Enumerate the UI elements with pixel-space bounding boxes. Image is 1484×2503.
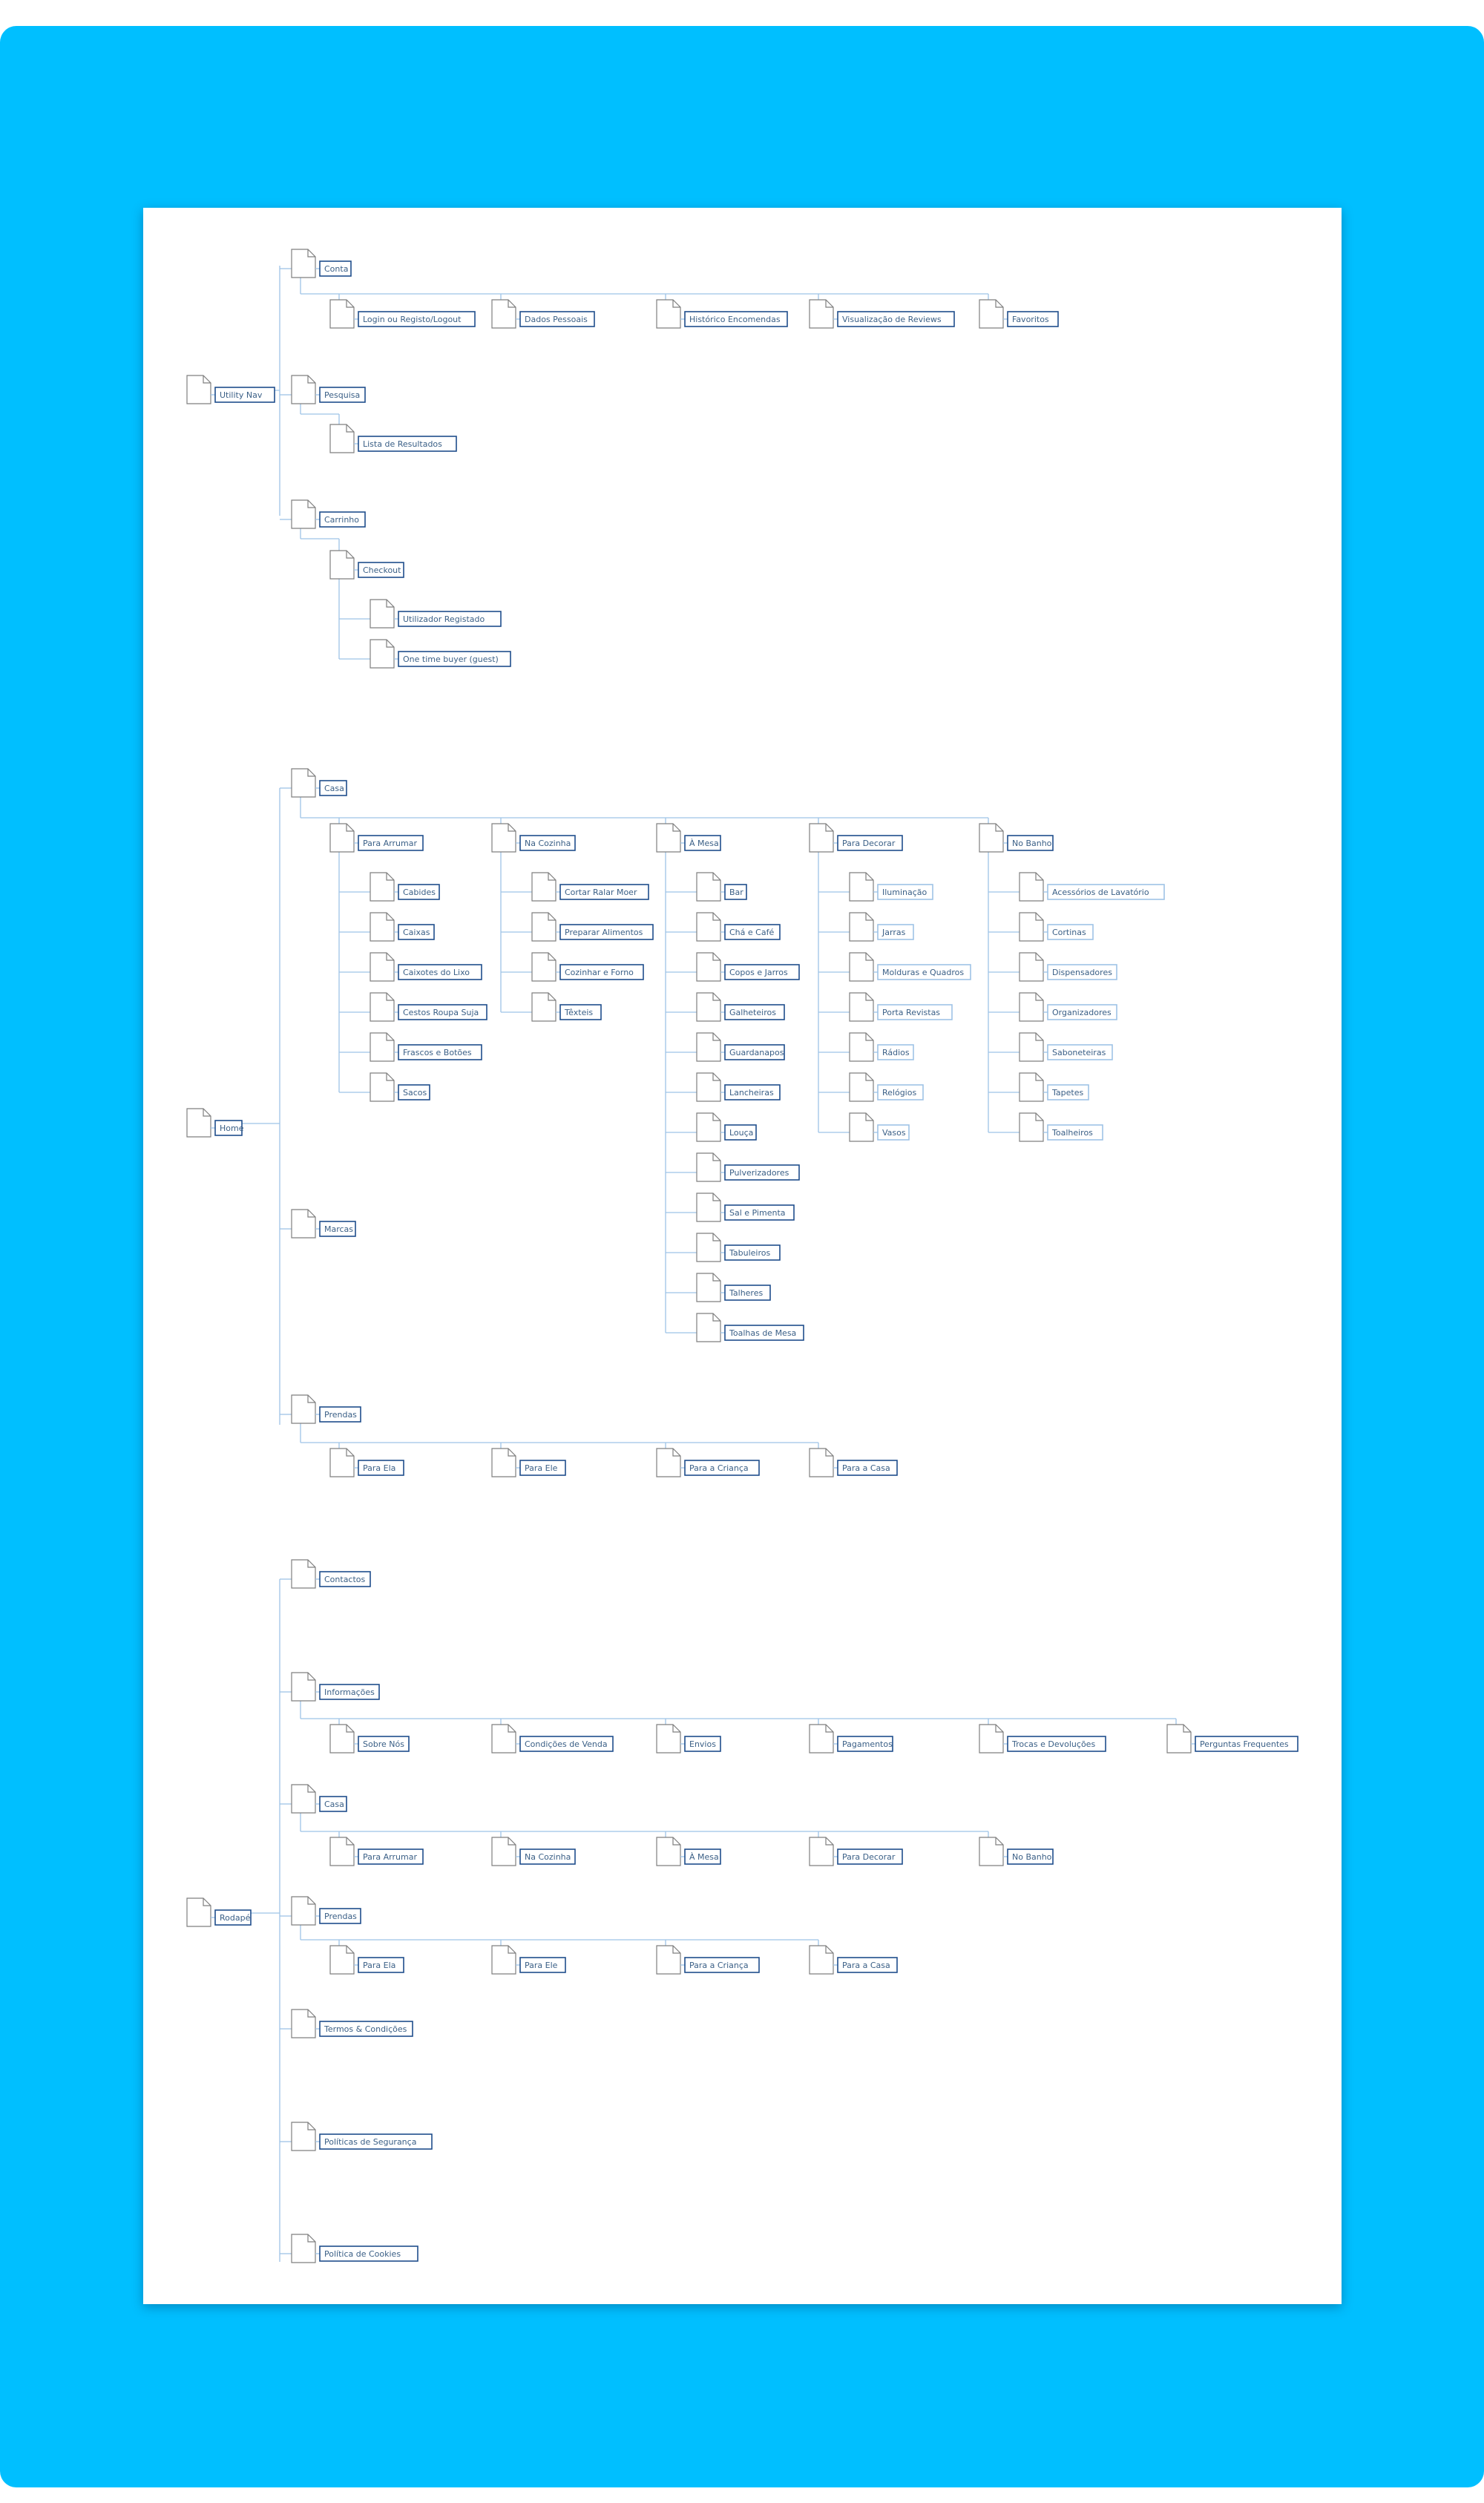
sitemap-node-pesquisa[interactable] [292, 375, 365, 404]
node-label: Pesquisa [324, 390, 361, 400]
page-icon [657, 1946, 680, 1974]
node-label: Guardanapos [729, 1048, 784, 1057]
node-label: Caixas [403, 928, 430, 937]
sitemap-node-marcas[interactable] [292, 1210, 355, 1238]
page-icon [292, 1210, 315, 1238]
sitemap-node-casa[interactable] [292, 769, 347, 797]
node-label: Organizadores [1052, 1008, 1112, 1017]
page-icon [850, 1073, 873, 1101]
node-label: No Banho [1012, 1852, 1052, 1862]
page-icon [370, 913, 394, 941]
page-icon [330, 824, 354, 852]
node-label: Chá e Café [729, 928, 775, 937]
sitemap-node-toalheiros[interactable] [1020, 1113, 1103, 1141]
page-icon [370, 1033, 394, 1061]
page-icon [697, 1233, 720, 1262]
sitemap-node-cestos-roupa-suja[interactable] [370, 993, 487, 1021]
sitemap-node-para-ela[interactable] [330, 1449, 404, 1477]
sitemap-node-informacoes[interactable] [292, 1673, 379, 1701]
node-label: Trocas e Devoluções [1012, 1739, 1096, 1749]
node-label: Para a Casa [842, 1961, 890, 1970]
node-label: Para Arrumar [363, 839, 417, 848]
page-icon [292, 1560, 315, 1588]
page-icon [697, 1193, 720, 1221]
sitemap-node-pulverizadores[interactable] [697, 1153, 799, 1181]
sitemap-node-na-cozinha[interactable] [492, 1837, 575, 1866]
node-label: Vasos [882, 1128, 906, 1138]
sitemap-node-rodape[interactable] [187, 1898, 251, 1926]
node-label: Envios [689, 1739, 716, 1749]
node-label: Favoritos [1012, 315, 1049, 324]
sitemap-node-saboneteiras[interactable] [1020, 1033, 1112, 1061]
sitemap-node-utilizador-registado[interactable] [370, 600, 501, 628]
sitemap-node-cortinas[interactable] [1020, 913, 1093, 941]
sitemap-node-termos-condicoes[interactable] [292, 2010, 413, 2038]
node-label: Utility Nav [220, 390, 263, 400]
node-label: Saboneteiras [1052, 1048, 1106, 1057]
sitemap-node-para-arrumar[interactable] [330, 1837, 423, 1866]
page-icon [810, 300, 833, 328]
page-icon [697, 953, 720, 981]
node-label: Caixotes do Lixo [403, 968, 470, 977]
sitemap-node-no-banho[interactable] [979, 824, 1053, 852]
sitemap-node-cha-e-cafe[interactable] [697, 913, 780, 941]
node-label: Perguntas Frequentes [1200, 1739, 1289, 1749]
page-icon [292, 375, 315, 404]
node-label: Lancheiras [729, 1088, 774, 1098]
node-label: Dados Pessoais [525, 315, 588, 324]
page-icon [370, 640, 394, 668]
sitemap-node-politica-de-cookies[interactable] [292, 2234, 418, 2263]
node-label: No Banho [1012, 839, 1052, 848]
node-label: Marcas [324, 1224, 354, 1234]
page-icon [492, 300, 516, 328]
sitemap-node-iluminacao[interactable] [850, 873, 933, 901]
node-label: Login ou Registo/Logout [363, 315, 462, 324]
node-label: Para a Criança [689, 1463, 749, 1473]
node-label: Bar [729, 888, 743, 897]
node-label: Para Decorar [842, 1852, 896, 1862]
sitemap-node-para-decorar[interactable] [810, 1837, 902, 1866]
node-label: Para Ele [525, 1463, 558, 1473]
page-icon [850, 993, 873, 1021]
sitemap-node-perguntas-frequentes[interactable] [1167, 1725, 1298, 1753]
page-icon [850, 1113, 873, 1141]
sitemap-node-dispensadores[interactable] [1020, 953, 1117, 981]
sitemap-node-cortar-ralar-moer[interactable] [532, 873, 649, 901]
page-icon [292, 500, 315, 528]
page-icon [532, 993, 556, 1021]
node-label: Rádios [882, 1048, 910, 1057]
page-icon [810, 1725, 833, 1753]
page-icon [292, 1785, 315, 1813]
node-label: Para Ela [363, 1961, 396, 1970]
sitemap-node-caixotes-do-lixo[interactable] [370, 953, 482, 981]
sitemap-node-prendas[interactable] [292, 1395, 361, 1423]
sitemap-node-molduras-e-quadros[interactable] [850, 953, 971, 981]
page-icon [492, 1946, 516, 1974]
page-icon [292, 249, 315, 278]
node-label: Para a Criança [689, 1961, 749, 1970]
node-label: Lista de Resultados [363, 439, 442, 449]
sitemap-node-checkout[interactable] [330, 551, 404, 579]
node-label: Relógios [882, 1088, 917, 1098]
node-label: Políticas de Segurança [324, 2137, 417, 2147]
page-icon [850, 913, 873, 941]
sitemap-node-sacos[interactable] [370, 1073, 430, 1101]
node-label: One time buyer (guest) [403, 655, 499, 664]
sitemap-node-vasos[interactable] [850, 1113, 909, 1141]
sitemap-node-para-ela[interactable] [330, 1946, 404, 1974]
sitemap-node-politicas-de-seguranca[interactable] [292, 2122, 432, 2151]
node-label: Cestos Roupa Suja [403, 1008, 479, 1017]
sitemap-node-para-a-crianca[interactable] [657, 1946, 759, 1974]
page-icon [330, 551, 354, 579]
page-icon [330, 424, 354, 453]
node-label: Sacos [403, 1088, 427, 1098]
page-icon [1167, 1725, 1191, 1753]
page-icon [532, 913, 556, 941]
page-icon [330, 300, 354, 328]
page-icon [979, 1725, 1003, 1753]
node-label: Home [220, 1123, 244, 1133]
page-icon [1020, 993, 1043, 1021]
page-icon [697, 1313, 720, 1342]
sitemap-node-historico-encomendas[interactable] [657, 300, 787, 328]
sitemap-node-lancheiras[interactable] [697, 1073, 780, 1101]
page-icon [850, 1033, 873, 1061]
sitemap-node-para-decorar[interactable] [810, 824, 902, 852]
node-label: Cortinas [1052, 928, 1086, 937]
node-label: Pulverizadores [729, 1168, 789, 1178]
page-icon [187, 375, 211, 404]
page-icon [1020, 913, 1043, 941]
node-label: Pagamentos [842, 1739, 893, 1749]
page-icon [657, 824, 680, 852]
sitemap-node-relogios[interactable] [850, 1073, 923, 1101]
sitemap-node-preparar-alimentos[interactable] [532, 913, 653, 941]
sitemap-node-no-banho[interactable] [979, 1837, 1053, 1866]
page-icon [810, 1449, 833, 1477]
sitemap-node-talheres[interactable] [697, 1273, 770, 1302]
node-label: Condições de Venda [525, 1739, 608, 1749]
node-label: Galheteiros [729, 1008, 776, 1017]
node-label: Frascos e Botões [403, 1048, 472, 1057]
page-icon [850, 873, 873, 901]
sitemap-node-galheteiros[interactable] [697, 993, 784, 1021]
sitemap-node-guardanapos[interactable] [697, 1033, 784, 1061]
sitemap-node-condicoes-de-venda[interactable] [492, 1725, 613, 1753]
node-label: Casa [324, 784, 344, 793]
node-label: Prendas [324, 1410, 357, 1420]
sitemap-node-cabides[interactable] [370, 873, 439, 901]
page-icon [292, 1395, 315, 1423]
node-label: Conta [324, 264, 349, 274]
page-icon [292, 769, 315, 797]
page-icon [1020, 1113, 1043, 1141]
page-icon [370, 600, 394, 628]
sitemap-node-para-a-casa[interactable] [810, 1946, 897, 1974]
sitemap-node-casa[interactable] [292, 1785, 347, 1813]
node-label: Na Cozinha [525, 839, 571, 848]
page-icon [370, 1073, 394, 1101]
node-label: Jarras [882, 928, 906, 937]
page-icon [532, 953, 556, 981]
page-icon [979, 1837, 1003, 1866]
sitemap-node-caixas[interactable] [370, 913, 434, 941]
node-label: Para Ele [525, 1961, 558, 1970]
page-icon [292, 1673, 315, 1701]
sitemap-node-visualizacao-de-reviews[interactable] [810, 300, 954, 328]
sitemap-node-para-ele[interactable] [492, 1946, 565, 1974]
node-label: À Mesa [689, 1852, 719, 1862]
node-label: Para a Casa [842, 1463, 890, 1473]
sitemap-node-conta[interactable] [292, 249, 351, 278]
page-icon [492, 1725, 516, 1753]
sitemap-node-contactos[interactable] [292, 1560, 370, 1588]
page-icon [697, 1033, 720, 1061]
node-label: Histórico Encomendas [689, 315, 781, 324]
sitemap-node-dados-pessoais[interactable] [492, 300, 594, 328]
node-label: Têxteis [565, 1008, 594, 1017]
page-icon [292, 2010, 315, 2038]
page-icon [657, 1837, 680, 1866]
node-label: Para Decorar [842, 839, 896, 848]
sitemap-node-acessorios-de-lavatorio[interactable] [1020, 873, 1164, 901]
page-icon [1020, 953, 1043, 981]
node-label: Cortar Ralar Moer [565, 888, 637, 897]
node-label: Casa [324, 1800, 344, 1809]
node-label: Carrinho [324, 515, 360, 525]
node-label: Para Ela [363, 1463, 396, 1473]
sitemap-node-trocas-e-devolucoes[interactable] [979, 1725, 1106, 1753]
page-icon [810, 824, 833, 852]
node-label: Copos e Jarros [729, 968, 788, 977]
sitemap-node-carrinho[interactable] [292, 500, 365, 528]
sitemap-node-na-cozinha[interactable] [492, 824, 575, 852]
page-icon [697, 913, 720, 941]
sitemap-node-copos-e-jarros[interactable] [697, 953, 799, 981]
page-icon [330, 1837, 354, 1866]
sitemap-node-sal-e-pimenta[interactable] [697, 1193, 794, 1221]
sitemap-node-tapetes[interactable] [1020, 1073, 1089, 1101]
page-icon [492, 824, 516, 852]
sitemap-node-sobre-nos[interactable] [330, 1725, 409, 1753]
sitemap-node-tabuleiros[interactable] [697, 1233, 780, 1262]
sitemap-node-login-ou-registo-logout[interactable] [330, 300, 475, 328]
page-icon [492, 1837, 516, 1866]
page-icon [370, 873, 394, 901]
page-icon [979, 824, 1003, 852]
sitemap-node-jarras[interactable] [850, 913, 913, 941]
page-icon [330, 1449, 354, 1477]
page-icon [697, 1113, 720, 1141]
page-icon [657, 300, 680, 328]
node-label: Preparar Alimentos [565, 928, 643, 937]
node-label: Prendas [324, 1912, 357, 1921]
page-icon [292, 2122, 315, 2151]
node-label: Louça [729, 1128, 754, 1138]
node-label: Molduras e Quadros [882, 968, 965, 977]
page-icon [979, 300, 1003, 328]
page-icon [657, 1449, 680, 1477]
page-icon [1020, 1073, 1043, 1101]
sitemap-node-toalhas-de-mesa[interactable] [697, 1313, 804, 1342]
page-icon [370, 953, 394, 981]
page-icon [657, 1725, 680, 1753]
sitemap-node-porta-revistas[interactable] [850, 993, 952, 1021]
node-label: Talheres [729, 1288, 764, 1298]
page-icon [532, 873, 556, 901]
sitemap-node-bar[interactable] [697, 873, 746, 901]
node-label: Acessórios de Lavatório [1052, 888, 1149, 897]
sitemap-node-organizadores[interactable] [1020, 993, 1117, 1021]
node-label: Checkout [363, 565, 401, 575]
node-label: Toalheiros [1052, 1128, 1093, 1138]
node-label: Rodapé [220, 1913, 251, 1923]
node-label: Iluminação [882, 888, 928, 897]
page-icon [1020, 1033, 1043, 1061]
node-label: Sobre Nós [363, 1739, 404, 1749]
node-label: Toalhas de Mesa [729, 1328, 797, 1338]
node-label: Porta Revistas [882, 1008, 941, 1017]
sitemap-node-lista-de-resultados[interactable] [330, 424, 456, 453]
sitemap-node-para-a-crianca[interactable] [657, 1449, 759, 1477]
sitemap-node-a-mesa[interactable] [657, 1837, 720, 1866]
page-icon [697, 1273, 720, 1302]
node-label: Visualização de Reviews [842, 315, 942, 324]
page-icon [810, 1837, 833, 1866]
page-icon [370, 993, 394, 1021]
page-icon [330, 1946, 354, 1974]
sitemap-node-louca[interactable] [697, 1113, 756, 1141]
node-label: Sal e Pimenta [729, 1208, 786, 1218]
sitemap-node-para-arrumar[interactable] [330, 824, 423, 852]
node-label: Cabides [403, 888, 436, 897]
page-icon [810, 1946, 833, 1974]
node-label: Na Cozinha [525, 1852, 571, 1862]
sitemap-node-favoritos[interactable] [979, 300, 1058, 328]
page-icon [187, 1109, 211, 1137]
page-icon [697, 873, 720, 901]
node-label: À Mesa [689, 839, 719, 848]
page-icon [292, 1897, 315, 1925]
node-label: Tapetes [1052, 1088, 1084, 1098]
sitemap-node-utility-nav[interactable] [187, 375, 275, 404]
node-label: Termos & Condições [324, 2024, 407, 2034]
sitemap-node-pagamentos[interactable] [810, 1725, 893, 1753]
page-icon [330, 1725, 354, 1753]
page-icon [1020, 873, 1043, 901]
sitemap-node-frascos-e-botoes[interactable] [370, 1033, 482, 1061]
page-icon [850, 953, 873, 981]
node-label: Para Arrumar [363, 1852, 417, 1862]
sitemap-node-home[interactable] [187, 1109, 244, 1137]
node-label: Cozinhar e Forno [565, 968, 634, 977]
page-icon [697, 1073, 720, 1101]
page-icon [292, 2234, 315, 2263]
page-icon [697, 993, 720, 1021]
sitemap-node-para-a-casa[interactable] [810, 1449, 897, 1477]
sitemap-node-texteis[interactable] [532, 993, 601, 1021]
sitemap-node-a-mesa[interactable] [657, 824, 720, 852]
sitemap-node-radios[interactable] [850, 1033, 913, 1061]
node-label: Dispensadores [1052, 968, 1112, 977]
sitemap-node-envios[interactable] [657, 1725, 720, 1753]
node-label: Política de Cookies [324, 2249, 401, 2259]
node-label: Tabuleiros [729, 1248, 771, 1258]
sitemap-node-one-time-buyer-guest[interactable] [370, 640, 510, 668]
page-icon [492, 1449, 516, 1477]
node-label: Utilizador Registado [403, 614, 485, 624]
page-icon [187, 1898, 211, 1926]
node-label: Informações [324, 1687, 375, 1697]
sitemap-node-para-ele[interactable] [492, 1449, 565, 1477]
page-icon [697, 1153, 720, 1181]
sitemap-node-prendas[interactable] [292, 1897, 361, 1925]
node-label: Contactos [324, 1575, 366, 1584]
sitemap-node-cozinhar-e-forno[interactable] [532, 953, 643, 981]
